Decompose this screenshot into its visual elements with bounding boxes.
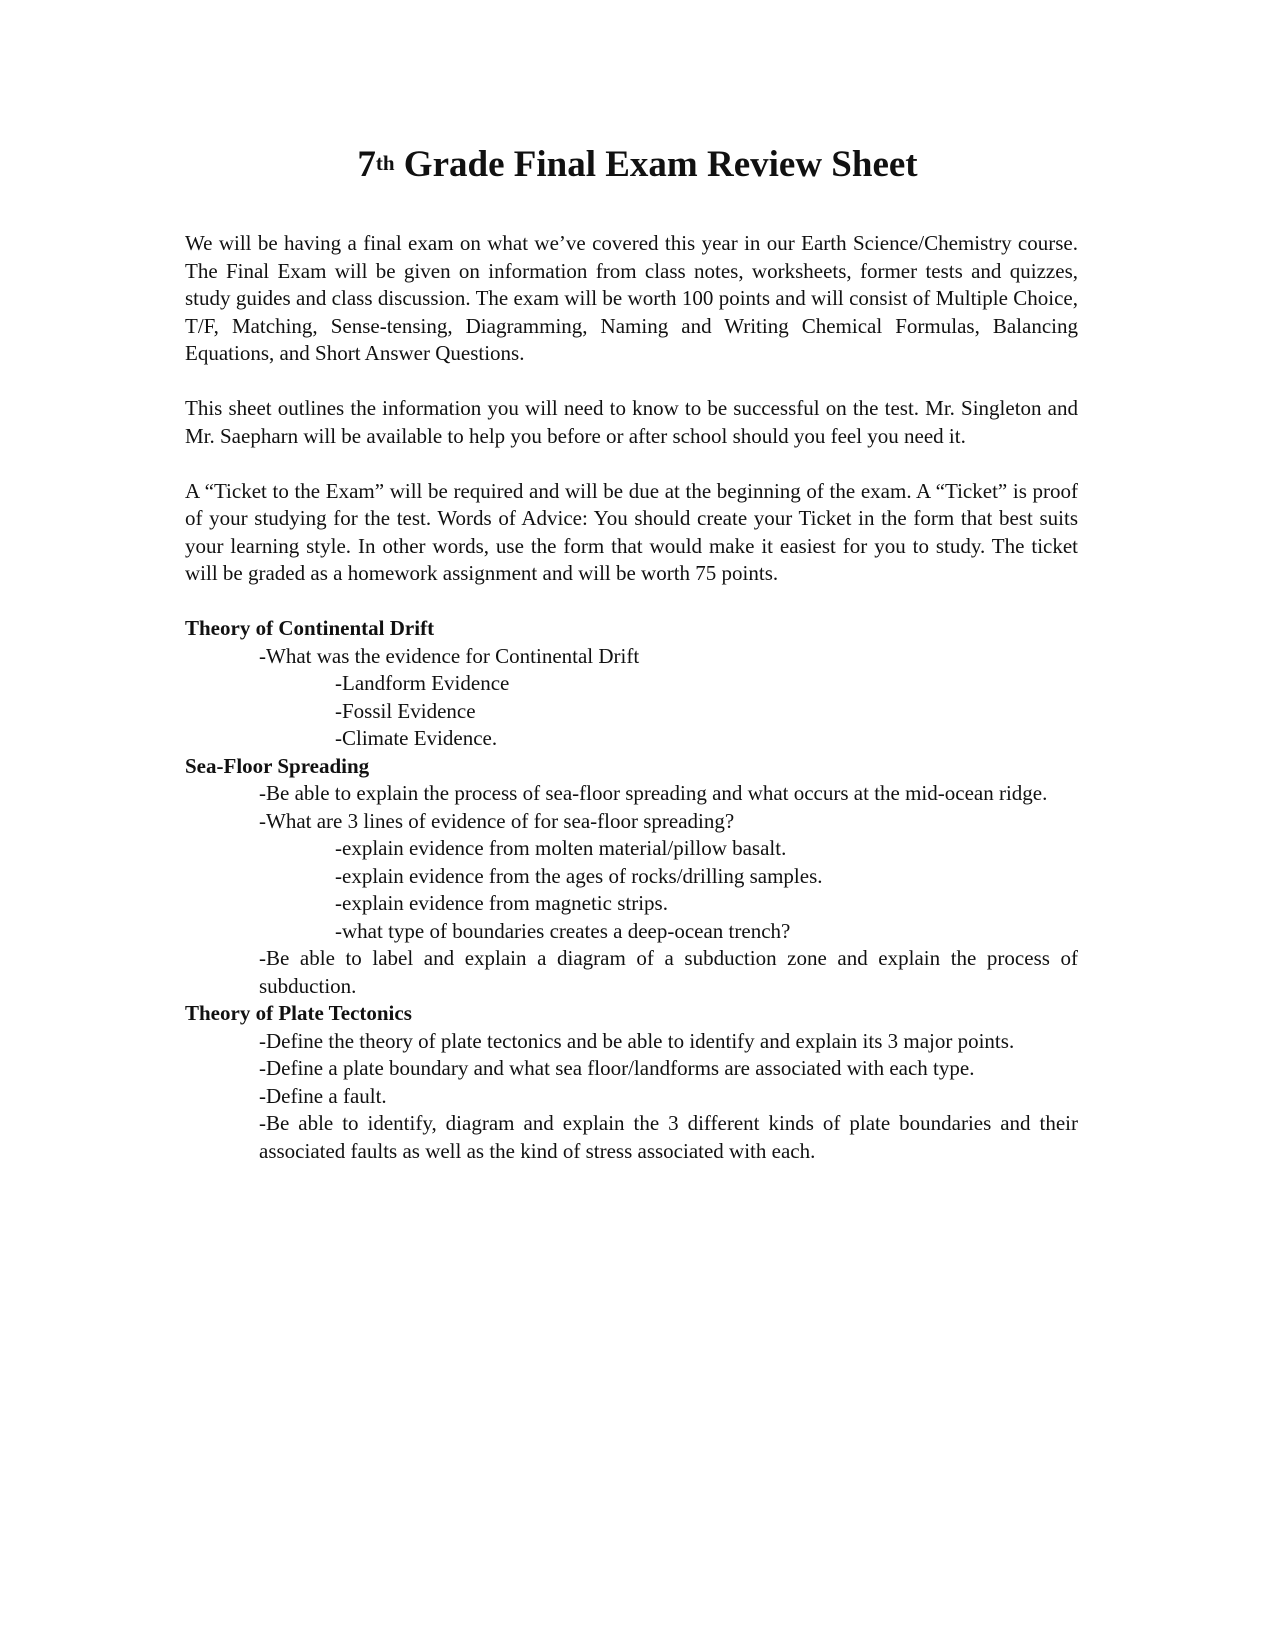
outline-item: -Be able to explain the process of sea-floor spreading and what occurs at the mid-ocean ridge. <box>259 781 1048 805</box>
title-suffix: th <box>375 151 395 175</box>
ticket-paragraph: A “Ticket to the Exam” will be required and will be due at the beginning of the exam. A “Ticket” is proof of your studying for the test. Words of Advice: You should create your Ticket in the form that best suits your learning style. In other words, use the form that would make it easiest for you to study. The ticket will be graded as a homework assignment and will be worth 75 points. <box>185 478 1078 585</box>
section-plate-tectonics <box>185 1000 1078 1165</box>
section-heading: Theory of Continental Drift <box>185 616 435 640</box>
document-body <box>185 230 1078 1165</box>
outline-item: -Define a plate boundary and what sea floor/landforms are associated with each type. <box>259 1056 975 1080</box>
outline-subitem: -explain evidence from magnetic strips. <box>335 891 668 915</box>
outline-item: -What are 3 lines of evidence of for sea-floor spreading? <box>259 808 735 833</box>
outline-item: -Be able to label and explain a diagram of a subduction zone and explain the process of subduction. <box>259 946 1078 998</box>
outline-item: -Be able to identify, diagram and explain the 3 different kinds of plate boundaries and their associated faults as well as the kind of stress associated with each. <box>259 1111 1078 1163</box>
outline-subitem: -Fossil Evidence <box>335 698 476 723</box>
section-heading: Theory of Plate Tectonics <box>185 1001 412 1025</box>
intro-paragraph: We will be having a final exam on what we’ve covered this year in our Earth Science/Chemistry course. The Final Exam will be given on information from class notes, worksheets, former tests and quizzes, study guides and class discussion. The exam will be worth 100 points and will consist of Multiple Choice, T/F, Matching, Sense-tensing, Diagramming, Naming and Writing Chemical Formulas, Balancing Equations, and Short Answer Questions. <box>185 231 1078 365</box>
page-title <box>0 140 1275 190</box>
section-sea-floor-spreading <box>185 753 1078 1001</box>
section-continental-drift <box>185 615 1078 753</box>
outline-item: -Define the theory of plate tectonics and be able to identify and explain its 3 major points. <box>259 1028 1015 1053</box>
section-heading: Sea-Floor Spreading <box>185 753 370 778</box>
outline-paragraph: This sheet outlines the information you will need to know to be successful on the test. Mr. Singleton and Mr. Saepharn will be available to help you before or after school should you feel you need it. <box>185 396 1078 448</box>
title-text: Grade Final Exam Review Sheet <box>403 144 918 185</box>
outline-subitem: -what type of boundaries creates a deep-ocean trench? <box>335 918 791 943</box>
outline-subitem: -Landform Evidence <box>335 671 510 695</box>
outline-subitem: -explain evidence from molten material/pillow basalt. <box>335 836 787 860</box>
outline-subitem: -Climate Evidence. <box>335 726 498 750</box>
outline-item: -What was the evidence for Continental Drift <box>259 643 640 668</box>
outline-item: -Define a fault. <box>259 1083 387 1108</box>
title-number: 7 <box>357 144 376 185</box>
outline-subitem: -explain evidence from the ages of rocks/drilling samples. <box>335 863 823 888</box>
